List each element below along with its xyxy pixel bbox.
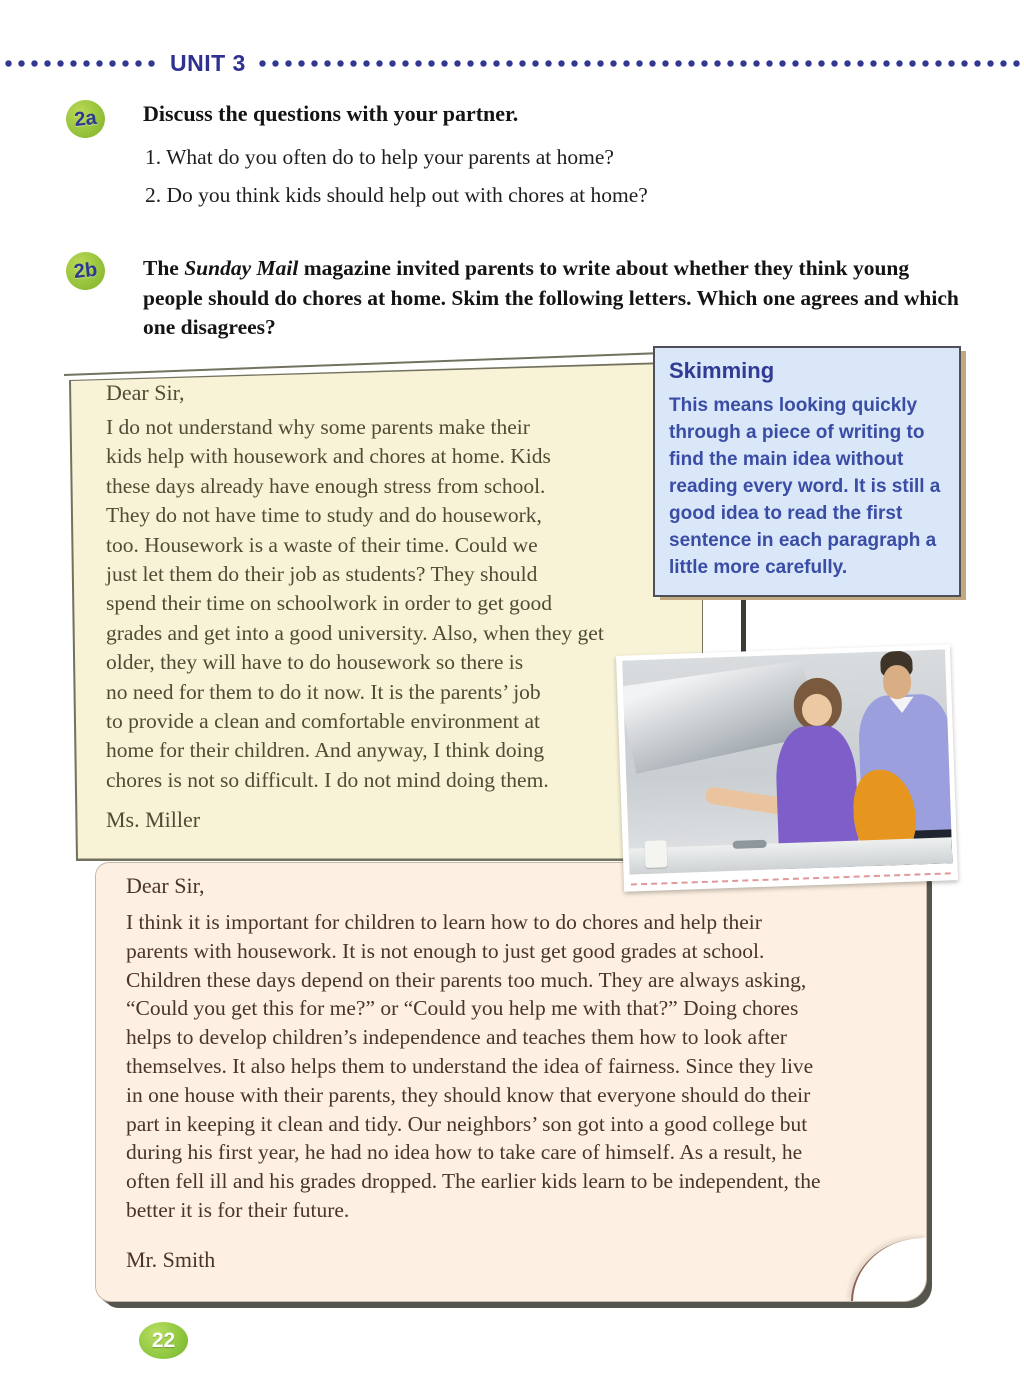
text-line: during his first year, he had no idea how to take care of himself. As a result, he <box>126 1140 803 1165</box>
text-line: just let them do their job as students? They should <box>106 562 538 587</box>
unit-title: UNIT 3 <box>170 50 246 76</box>
text-line: home for their children. And anyway, I think doing <box>106 738 545 763</box>
text-line: chores is not so difficult. I do not mind doing them. <box>106 767 549 792</box>
text-line: no need for them to do it now. It is the parents’ job <box>106 679 541 704</box>
text-line: to provide a clean and comfortable environment at <box>106 709 541 734</box>
magazine-name: Sunday Mail <box>184 256 299 280</box>
text-line: 2. Do you think kids should help out with chores at home? <box>145 183 648 207</box>
skimming-tip-box <box>653 346 961 597</box>
text-line: part in keeping it clean and tidy. Our neighbors’ son got into a good college but <box>126 1111 808 1136</box>
activity-2a-badge: 2a <box>64 98 107 140</box>
text-line: They do not have time to study and do housework, <box>106 503 542 528</box>
text-line: these days already have enough stress from school. <box>106 473 546 498</box>
text-line: parents with housework. It is not enough to just get good grades at school. <box>126 938 765 963</box>
father-face <box>882 665 911 700</box>
text-line: I think it is important for children to learn how to do chores and help their <box>126 910 762 934</box>
activity-2b-instruction <box>143 254 967 343</box>
letter2-signature: Mr. Smith <box>126 1246 216 1272</box>
letter2-body <box>126 908 926 1225</box>
skimming-tip-body: This means looking quickly through a piece of writing to find the main idea without reading every word. It is still a good idea to read the first sentence in each paragraph a little more carefully. <box>669 395 941 578</box>
text-line: spend their time on schoolwork in order to get good <box>106 591 553 616</box>
kitchen-photo <box>616 644 958 892</box>
letter1 <box>106 380 696 833</box>
text-line: older, they will have to do housework so there is <box>106 650 524 675</box>
text-line: themselves. It also helps them to understand the idea of fairness. Since they live <box>126 1053 814 1078</box>
page-number-badge: 22 <box>139 1322 188 1359</box>
text-line: helps to develop children’s independence and teaches them how to look after <box>126 1025 787 1050</box>
text-line: too. Housework is a waste of their time. Could we <box>106 532 538 557</box>
activity-2a-questions <box>145 144 905 220</box>
text-line: Children these days depend on their parents too much. They are always asking, <box>126 967 807 992</box>
text-line: I do not understand why some parents make their <box>106 415 530 439</box>
instruction-text-pre: The <box>143 256 185 280</box>
header-dotted-line-right <box>256 59 1024 68</box>
letter1-signature: Ms. Miller <box>106 807 201 833</box>
faucet <box>733 840 767 849</box>
letter1-salutation: Dear Sir, <box>106 380 185 405</box>
cup <box>644 840 667 868</box>
letter2-salutation: Dear Sir, <box>126 873 205 898</box>
instruction-text-post: magazine invited parents to write about whether they think young people should do chores at home. Skim the following letters. Which one agrees and which one disagrees? <box>143 256 959 339</box>
kitchen-counter <box>629 837 953 874</box>
kitchen-scene <box>622 649 952 874</box>
activity-2b-badge: 2b <box>64 250 107 292</box>
header-dotted-line-left <box>2 59 160 68</box>
text-line: better it is for their future. <box>126 1197 350 1222</box>
activity-2a-title: Discuss the questions with your partner. <box>143 101 519 126</box>
text-line: in one house with their parents, they should know that everyone should do their <box>126 1082 811 1107</box>
text-line: often fell ill and his grades dropped. The earlier kids learn to be independent, the <box>126 1169 821 1194</box>
skimming-tip-title: Skimming <box>669 358 775 383</box>
text-line: “Could you get this for me?” or “Could you help me with that?” Doing chores <box>126 996 799 1021</box>
text-line: 1. What do you often do to help your parents at home? <box>145 145 614 169</box>
letter2 <box>95 862 927 1302</box>
letter1-body <box>106 413 696 795</box>
text-line: grades and get into a good university. Also, when they get <box>106 620 604 645</box>
text-line: kids help with housework and chores at home. Kids <box>106 444 551 469</box>
